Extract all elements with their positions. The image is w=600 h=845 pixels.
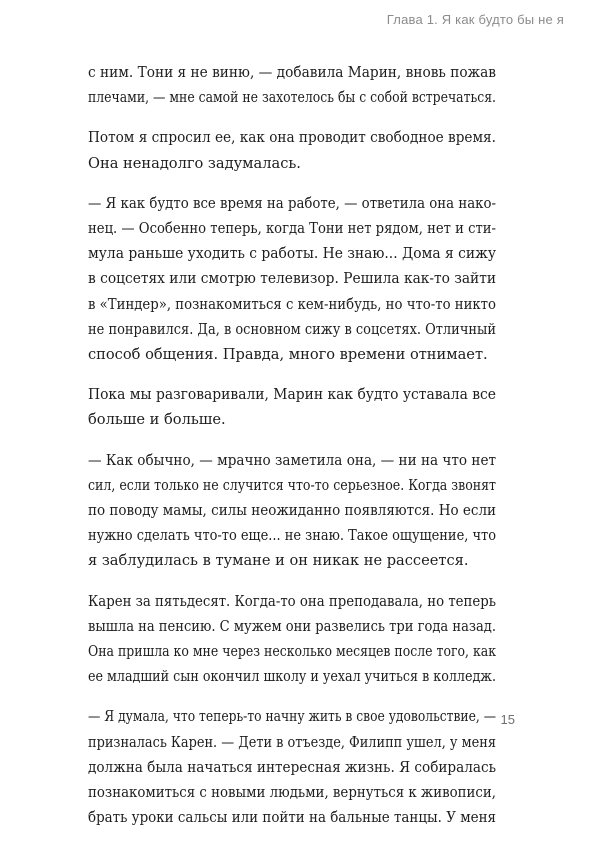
text-line: Пока мы разговаривали, Марин как будто уставала все bbox=[88, 386, 497, 404]
text-line: способ общения. Правда, много времени отнимает. bbox=[88, 346, 488, 364]
text-line: Потом я спросил ее, как она проводит свободное время. bbox=[88, 129, 496, 147]
running-head: Глава 1. Я как будто бы не я bbox=[386, 12, 564, 27]
text-line: призналась Карен. — Дети в отъезде, Филипп ушел, у меня bbox=[88, 733, 496, 751]
text-line: Она пришла ко мне через несколько месяцев после того, как bbox=[88, 643, 496, 661]
text-line: больше и больше. bbox=[88, 411, 226, 429]
body-text bbox=[88, 60, 496, 845]
text-line: вышла на пенсию. С мужем они развелись три года назад. bbox=[88, 617, 496, 635]
text-line: сил, если только не случится что-то серьезное. Когда звонят bbox=[88, 476, 497, 494]
paragraph bbox=[88, 448, 496, 574]
text-line: брать уроки сальсы или пойти на бальные танцы. У меня bbox=[88, 809, 497, 827]
text-line: должна была начаться интересная жизнь. Я собиралась bbox=[88, 758, 496, 776]
text-line: в соцсетях или смотрю телевизор. Решила как-то зайти bbox=[88, 270, 497, 288]
text-line: не понравился. Да, в основном сижу в соцсетях. Отличный bbox=[88, 320, 497, 338]
text-line: — Я думала, что теперь-то начну жить в свое удовольствие, — bbox=[88, 708, 497, 726]
text-line: Карен за пятьдесят. Когда-то она преподавала, но теперь bbox=[88, 592, 496, 610]
text-line: — Я как будто все время на работе, — ответила она нако- bbox=[88, 194, 496, 212]
text-line: ее младший сын окончил школу и уехал учиться в колледж. bbox=[88, 668, 497, 686]
paragraph bbox=[88, 60, 496, 110]
page-number: 15 bbox=[500, 712, 515, 727]
paragraph bbox=[88, 704, 496, 830]
text-line: я заблудилась в тумане и он никак не рассеется. bbox=[88, 552, 469, 570]
text-line: нец. — Особенно теперь, когда Тони нет рядом, нет и сти- bbox=[88, 220, 497, 238]
paragraph bbox=[88, 125, 496, 175]
paragraph bbox=[88, 382, 496, 432]
text-line: в «Тиндер», познакомиться с кем-нибудь, но что-то никто bbox=[88, 295, 496, 313]
paragraph bbox=[88, 191, 496, 367]
text-line: по поводу мамы, силы неожиданно появляются. Но если bbox=[88, 502, 497, 520]
text-line: с ним. Тони я не виню, — добавила Марин, вновь пожав bbox=[88, 64, 497, 81]
text-line: Она ненадолго задумалась. bbox=[88, 154, 301, 172]
text-line: нужно сделать что-то еще... не знаю. Такое ощущение, что bbox=[88, 527, 497, 545]
text-line: мула раньше уходить с работы. Не знаю... Дома я сижу bbox=[88, 245, 496, 263]
text-line: — Как обычно, — мрачно заметила она, — ни на что нет bbox=[88, 451, 497, 469]
paragraph bbox=[88, 589, 496, 690]
text-line: плечами, — мне самой не захотелось бы с собой встречаться. bbox=[88, 89, 496, 107]
text-line: познакомиться с новыми людьми, вернуться к живописи, bbox=[88, 784, 496, 802]
